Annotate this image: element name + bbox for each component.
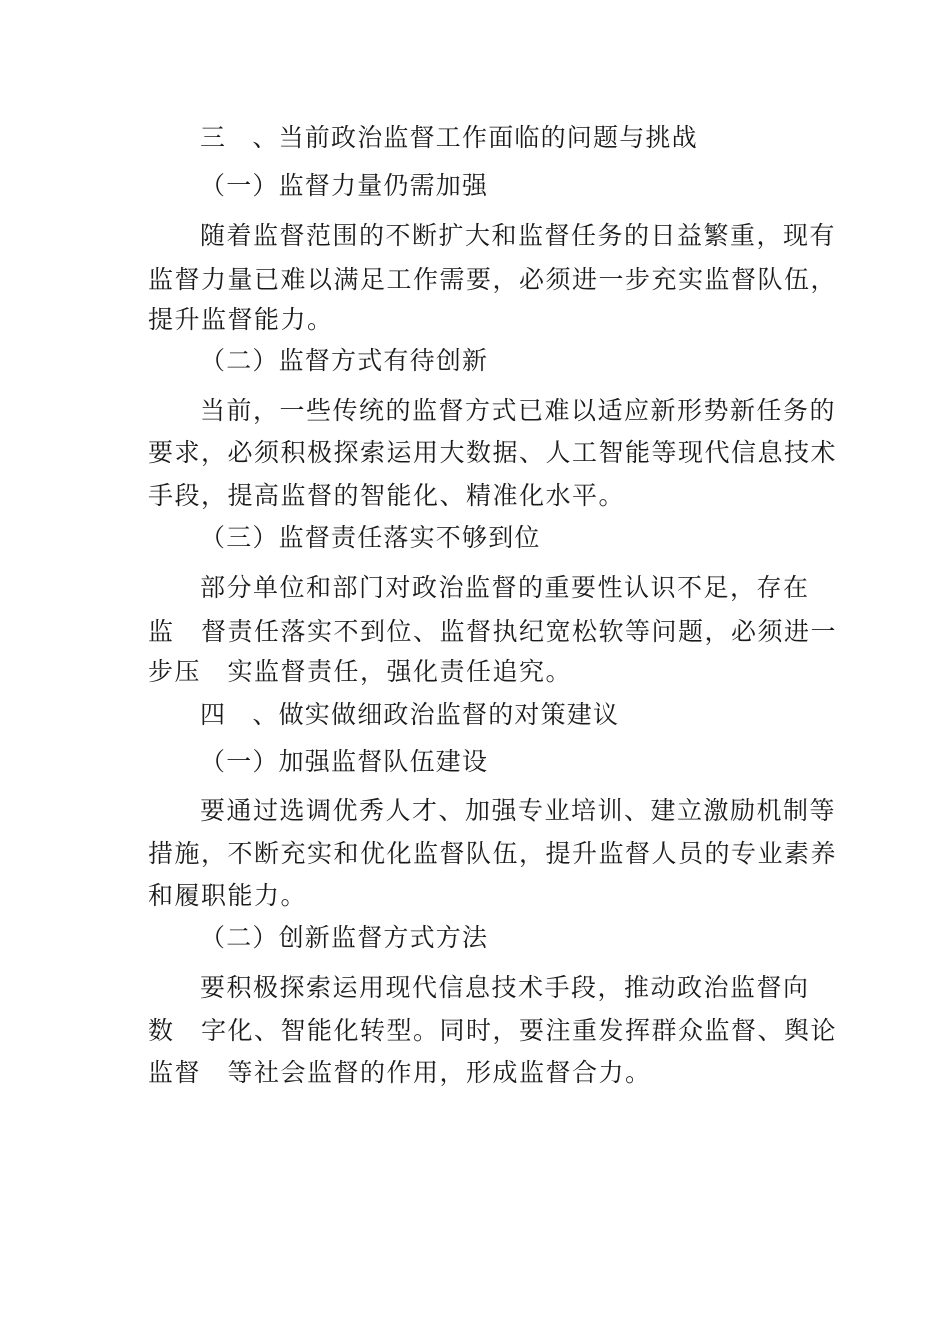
section-3-2-line-2: 要求，必须积极探索运用大数据、人工智能等现代信息技术 [148,438,838,467]
section-3-2-heading: （二）监督方式有待创新 [200,346,489,375]
section-4-2-line-3: 监督 等社会监督的作用，形成监督合力。 [148,1058,652,1087]
section-4-heading: 四 、做实做细政治监督的对策建议 [200,700,620,729]
section-3-1-line-3: 提升监督能力。 [148,305,334,334]
section-4-1-line-3: 和履职能力。 [148,881,308,910]
section-3-3-heading: （三）监督责任落实不够到位 [200,523,541,552]
section-3-heading: 三 、当前政治监督工作面临的问题与挑战 [200,123,698,152]
section-3-2-line-3: 手段，提高监督的智能化、精准化水平。 [148,481,626,510]
section-3-3-line-2: 监 督责任落实不到位、监督执纪宽松软等问题，必须进一 [148,617,838,646]
section-4-1-heading: （一）加强监督队伍建设 [200,747,489,776]
section-4-2-line-1: 要积极探索运用现代信息技术手段，推动政治监督向 [200,973,810,1002]
section-4-2-line-2: 数 字化、智能化转型。同时，要注重发挥群众监督、舆论 [148,1016,838,1045]
section-3-3-line-3: 步压 实监督责任，强化责任追究。 [148,657,573,686]
section-3-1-line-2: 监督力量已难以满足工作需要，必须进一步充实监督队伍， [148,265,838,294]
section-4-1-line-2: 措施，不断充实和优化监督队伍，提升监督人员的专业素养 [148,839,838,868]
section-3-1-heading: （一）监督力量仍需加强 [200,171,489,200]
section-4-1-line-1: 要通过选调优秀人才、加强专业培训、建立激励机制等 [200,796,837,825]
section-4-2-heading: （二）创新监督方式方法 [200,923,489,952]
section-3-1-line-1: 随着监督范围的不断扩大和监督任务的日益繁重，现有 [200,221,837,250]
section-3-3-line-1: 部分单位和部门对政治监督的重要性认识不足，存在 [200,573,810,602]
section-3-2-line-1: 当前，一些传统的监督方式已难以适应新形势新任务的 [200,396,837,425]
